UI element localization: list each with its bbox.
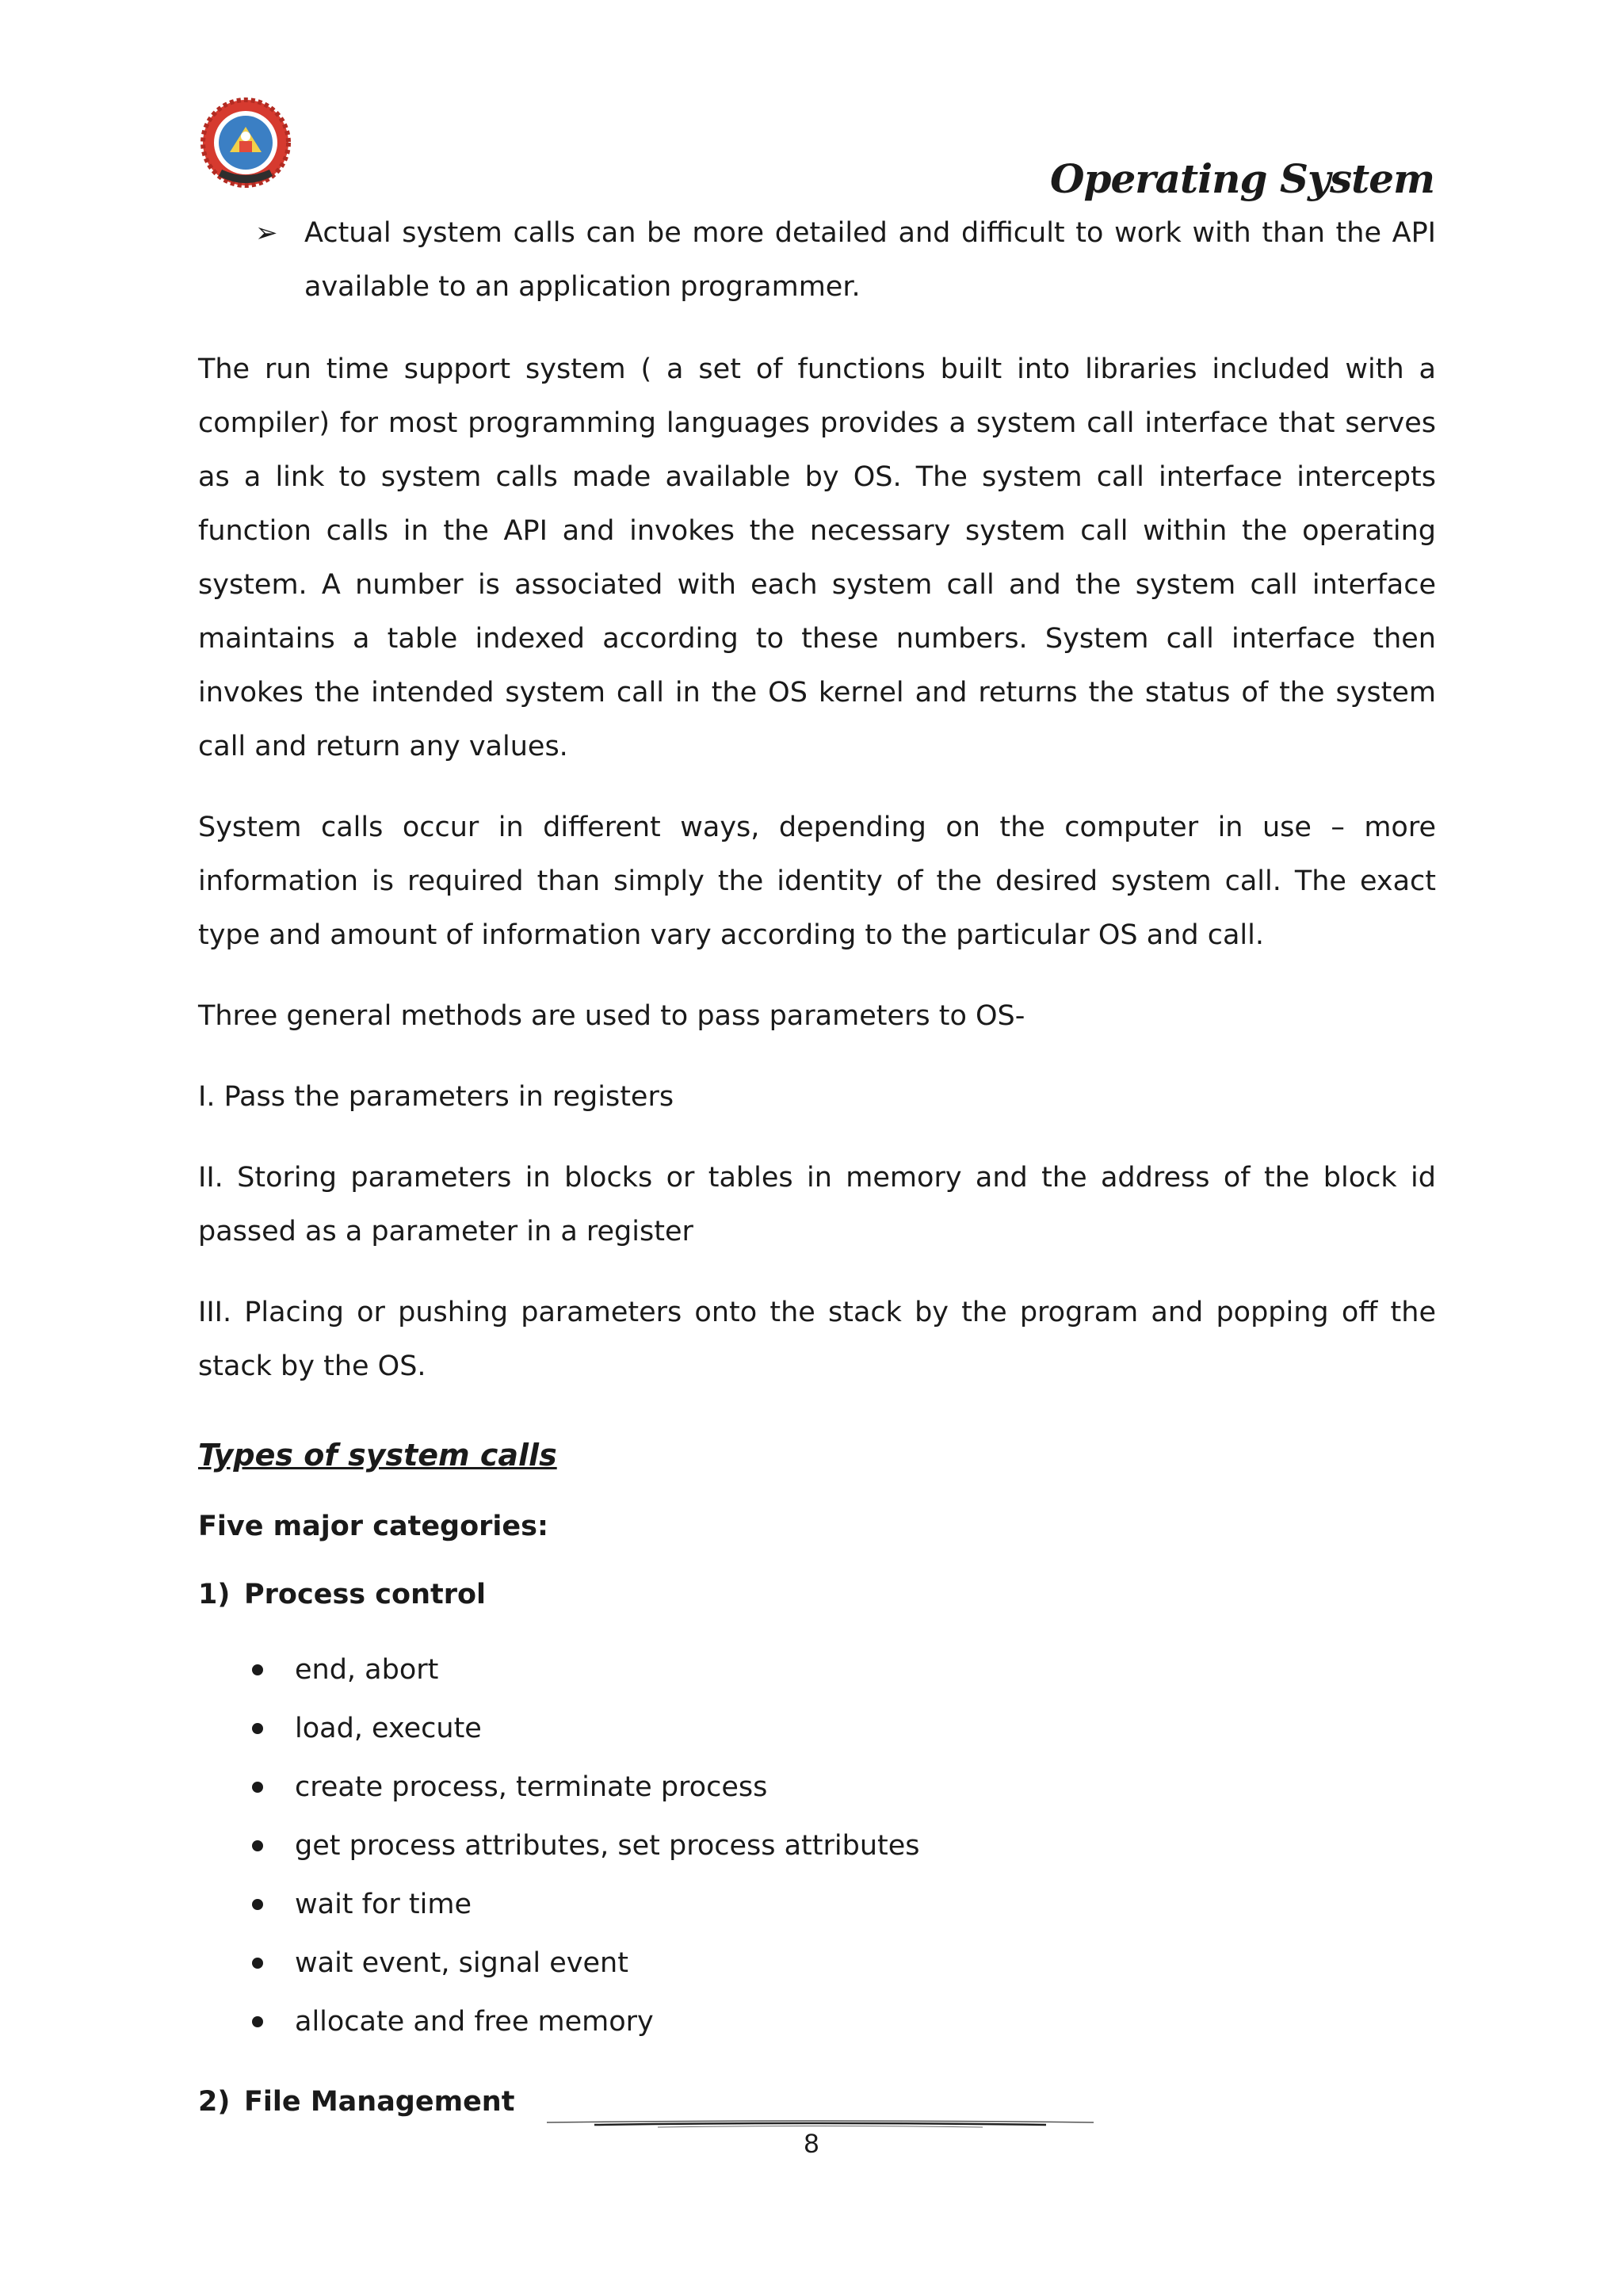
arrow-bullet-text: Actual system calls can be more detailed and difficult to work with than the API available to an application programmer.: [304, 217, 1436, 303]
process-control-list: [198, 1641, 1436, 2051]
list-item: allocate and free memory: [198, 1992, 1436, 2051]
page-number: 8: [804, 2129, 819, 2159]
category-label: File Management: [244, 2086, 515, 2118]
paragraph-three-methods: Three general methods are used to pass parameters to OS-: [198, 1000, 1025, 1032]
list-item: wait for time: [198, 1875, 1436, 1934]
method-item-2: II. Storing parameters in blocks or tables in memory and the address of the block id passed as a parameter in a register: [198, 1162, 1436, 1247]
bullet-dot-icon: [252, 1840, 263, 1851]
arrow-bullet-item: [198, 206, 1436, 314]
section-subtitle: Five major categories:: [198, 1511, 548, 1542]
running-header-title: Operating System: [1049, 155, 1434, 202]
list-item: create process, terminate process: [198, 1758, 1436, 1817]
footer-divider: [547, 2119, 1094, 2129]
section-title: Types of system calls: [198, 1438, 557, 1473]
bullet-dot-icon: [252, 1664, 263, 1675]
institution-seal-icon: [198, 97, 293, 192]
category-number: 2): [198, 2086, 231, 2118]
method-item-1: I. Pass the parameters in registers: [198, 1081, 674, 1113]
bullet-dot-icon: [252, 2016, 263, 2027]
arrow-bullet-icon: ➢: [255, 217, 278, 249]
category-label: Process control: [244, 1579, 487, 1610]
bullet-dot-icon: [252, 1782, 263, 1793]
list-item: load, execute: [198, 1699, 1436, 1758]
paragraph-run-time-support: The run time support system ( a set of functions built into libraries included with a compiler) for most programming languages provides a system call interface that serves as a link to system calls made available by OS. The system call interface intercepts function calls in the API and invokes the necessary system call within the operating system. A number is associated with each system call and the system call interface maintains a table indexed according to these numbers. System call interface then invokes the intended system call in the OS kernel and returns the status of the system call and return any values.: [198, 353, 1436, 762]
page-content: [198, 206, 1436, 2148]
bullet-dot-icon: [252, 1723, 263, 1734]
category-heading-process-control: [198, 1568, 1436, 1622]
bullet-dot-icon: [252, 1899, 263, 1910]
list-item: end, abort: [198, 1641, 1436, 1699]
bullet-dot-icon: [252, 1958, 263, 1969]
list-item: get process attributes, set process attributes: [198, 1817, 1436, 1875]
list-item: wait event, signal event: [198, 1934, 1436, 1992]
category-number: 1): [198, 1579, 231, 1610]
method-item-3: III. Placing or pushing parameters onto the stack by the program and popping off the stack by the OS.: [198, 1297, 1436, 1382]
paragraph-system-calls-occur: System calls occur in different ways, depending on the computer in use – more information is required than simply the identity of the desired system call. The exact type and amount of information vary according to the particular OS and call.: [198, 812, 1436, 951]
